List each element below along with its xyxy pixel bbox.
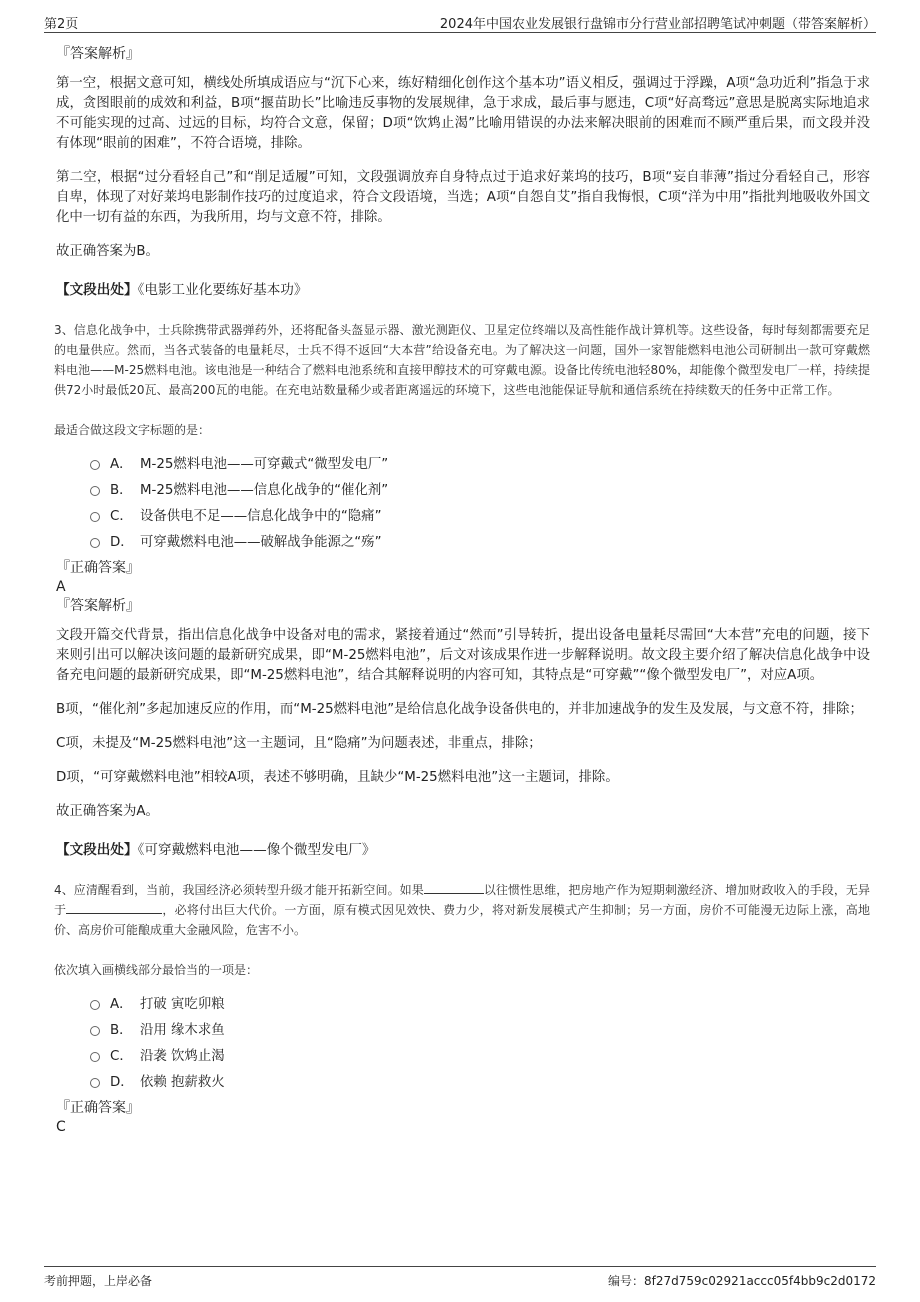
q3-prompt: 最适合做这段文字标题的是：	[54, 423, 211, 437]
q2-analysis-tag: 『答案解析』	[56, 46, 140, 62]
q2-source-title: 《电影工业化要练好基本功》	[137, 282, 308, 298]
q2-analysis-para-2: 第二空，根据“过分看轻自己”和“削足适履”可知，文段强调放弃自身特点过于追求好莱坞的技巧，B项“妄自菲薄”指过分看轻自己，形容自卑，体现了对好莱坞电影制作技巧的过度追求，符合文段语境，当选；A项“自怨自艾”指自我悔恨，C项“洋为中用”指批判地吸收外国文化中一切有益的东西，为我所用，均与文意不符，排除。	[56, 170, 870, 225]
q4-text-part-2: 以往惯性思维，把房地产作为短期刺激经济、增加财政收入的手段，无异于	[54, 883, 870, 917]
q4-option-b[interactable]	[90, 1018, 870, 1044]
page-number: 第2页	[44, 17, 79, 32]
option-letter: B．	[110, 1023, 133, 1038]
page-header	[44, 10, 876, 33]
q4-blank-1	[424, 881, 484, 894]
q4-option-c[interactable]	[90, 1044, 870, 1070]
q3-analysis-para-4: D项，“可穿戴燃料电池”相较A项，表述不够明确，且缺少“M-25燃料电池”这一主题词，排除。	[56, 770, 619, 785]
q3-question-text: 3、信息化战争中，士兵除携带武器弹药外，还将配备头盔显示器、激光测距仪、卫星定位终端以及高性能作战计算机等。这些设备，每时每刻都需要充足的电量供应。然而，当各式装备的电量耗尽，士兵不得不返回“大本营”给设备充电。为了解决这一问题，国外一家智能燃料电池公司研制出一款可穿戴燃料电池——M-25燃料电池。该电池是一种结合了燃料电池系统和直接甲醇技术的可穿戴电源。设备比传统电池轻80%，却能像个微型发电厂一样，持续提供72小时最低20瓦、最高200瓦的电能。在充电站数量稀少或者距离遥远的环境下，这些电池能保证导航和通信系统在持续数天的任务中正常工作。	[54, 323, 870, 397]
q3-option-a[interactable]	[90, 452, 870, 478]
q4-question-text	[54, 880, 870, 940]
q4-prompt: 依次填入画横线部分最恰当的一项是：	[54, 963, 259, 977]
document-title: 2024年中国农业发展银行盘锦市分行营业部招聘笔试冲刺题（带答案解析）	[439, 17, 876, 32]
radio-icon[interactable]	[90, 1078, 100, 1088]
option-text: 可穿戴燃料电池——破解战争能源之“殇”	[140, 535, 382, 550]
q3-options	[90, 452, 870, 556]
q4-option-d[interactable]	[90, 1070, 870, 1096]
q2-source-label: 【文段出处】	[56, 282, 138, 298]
option-text: M-25燃料电池——信息化战争的“催化剂”	[140, 483, 389, 498]
q3-analysis-para-1: 文段开篇交代背景，指出信息化战争中设备对电的需求，紧接着通过“然而”引导转折，提出设备电量耗尽需回“大本营”充电的问题，接下来则引出可以解决该问题的最新研究成果，即“M-25燃料电池”，后文对该成果作进一步解释说明。故文段主要介绍了解决信息化战争中设备充电问题的最新研究成果，即“M-25燃料电池”，结合其解释说明的内容可知，其特点是“可穿戴”“像个微型发电厂”，对应A项。	[56, 628, 870, 683]
footer-slogan: 考前押题，上岸必备	[44, 1274, 153, 1288]
option-letter: A．	[110, 997, 133, 1012]
q3-analysis-para-2: B项，“催化剂”多起加速反应的作用，而“M-25燃料电池”是给信息化战争设备供电的，并非加速战争的发生及发展，与文意不符，排除；	[56, 702, 863, 717]
q3-analysis-tag: 『答案解析』	[56, 598, 140, 614]
q4-answer-tag: 『正确答案』	[56, 1100, 140, 1116]
option-text: 沿用 缘木求鱼	[140, 1023, 225, 1038]
q4-text-part-1: 4、应清醒看到，当前，我国经济必须转型升级才能开拓新空间。如果	[54, 883, 424, 897]
q3-analysis-para-3: C项，未提及“M-25燃料电池”这一主题词，且“隐痛”为问题表述，非重点，排除；	[56, 736, 542, 751]
radio-icon[interactable]	[90, 512, 100, 522]
q3-conclusion: 故正确答案为A。	[56, 804, 159, 819]
q4-options	[90, 992, 870, 1096]
option-letter: C．	[110, 1049, 133, 1064]
q3-source	[56, 840, 870, 860]
q2-conclusion: 故正确答案为B。	[56, 244, 159, 259]
option-letter: D．	[110, 535, 134, 550]
option-letter: A．	[110, 457, 133, 472]
q3-source-title: 《可穿戴燃料电池——像个微型发电厂》	[137, 842, 376, 858]
q3-source-label: 【文段出处】	[56, 842, 138, 858]
radio-icon[interactable]	[90, 486, 100, 496]
option-letter: B．	[110, 483, 133, 498]
q3-option-c[interactable]	[90, 504, 870, 530]
radio-icon[interactable]	[90, 1026, 100, 1036]
q3-option-d[interactable]	[90, 530, 870, 556]
q3-answer-tag: 『正确答案』	[56, 560, 140, 576]
option-text: 依赖 抱薪救火	[140, 1075, 225, 1090]
q3-answer: A	[56, 579, 66, 595]
option-letter: C．	[110, 509, 133, 524]
option-text: 设备供电不足——信息化战争中的“隐痛”	[140, 509, 382, 524]
option-text: M-25燃料电池——可穿戴式“微型发电厂”	[140, 457, 389, 472]
option-letter: D．	[110, 1075, 134, 1090]
option-text: 沿袭 饮鸩止渴	[140, 1049, 225, 1064]
q4-option-a[interactable]	[90, 992, 870, 1018]
radio-icon[interactable]	[90, 538, 100, 548]
option-text: 打破 寅吃卯粮	[140, 997, 225, 1012]
radio-icon[interactable]	[90, 460, 100, 470]
q2-analysis-para-1: 第一空，根据文意可知，横线处所填成语应与“沉下心来，练好精细化创作这个基本功”语义相反，强调过于浮躁，A项“急功近利”指急于求成，贪图眼前的成效和利益，B项“揠苗助长”比喻违反事物的发展规律，急于求成，最后事与愿违，C项“好高骛远”意思是脱离实际地追求不可能实现的过高、过远的目标，均符合文意，保留；D项“饮鸩止渴”比喻用错误的办法来解决眼前的困难而不顾严重后果，而文段并没有体现“眼前的困难”，不符合语境，排除。	[56, 76, 870, 151]
q4-text-part-3: ，必将付出巨大代价。一方面，原有模式因见效快、费力少，将对新发展模式产生抑制；另一方面，房价不可能漫无边际上涨，高地价、高房价可能酿成重大金融风险，危害不小。	[54, 903, 870, 937]
radio-icon[interactable]	[90, 1000, 100, 1010]
q3-option-b[interactable]	[90, 478, 870, 504]
q4-blank-2	[66, 901, 162, 914]
document-body	[54, 44, 870, 1136]
q2-source	[56, 280, 870, 300]
footer-serial: 编号：8f27d759c02921accc05f4bb9c2d0172	[608, 1274, 876, 1288]
q4-answer: C	[56, 1119, 66, 1135]
page-footer	[44, 1266, 876, 1291]
radio-icon[interactable]	[90, 1052, 100, 1062]
